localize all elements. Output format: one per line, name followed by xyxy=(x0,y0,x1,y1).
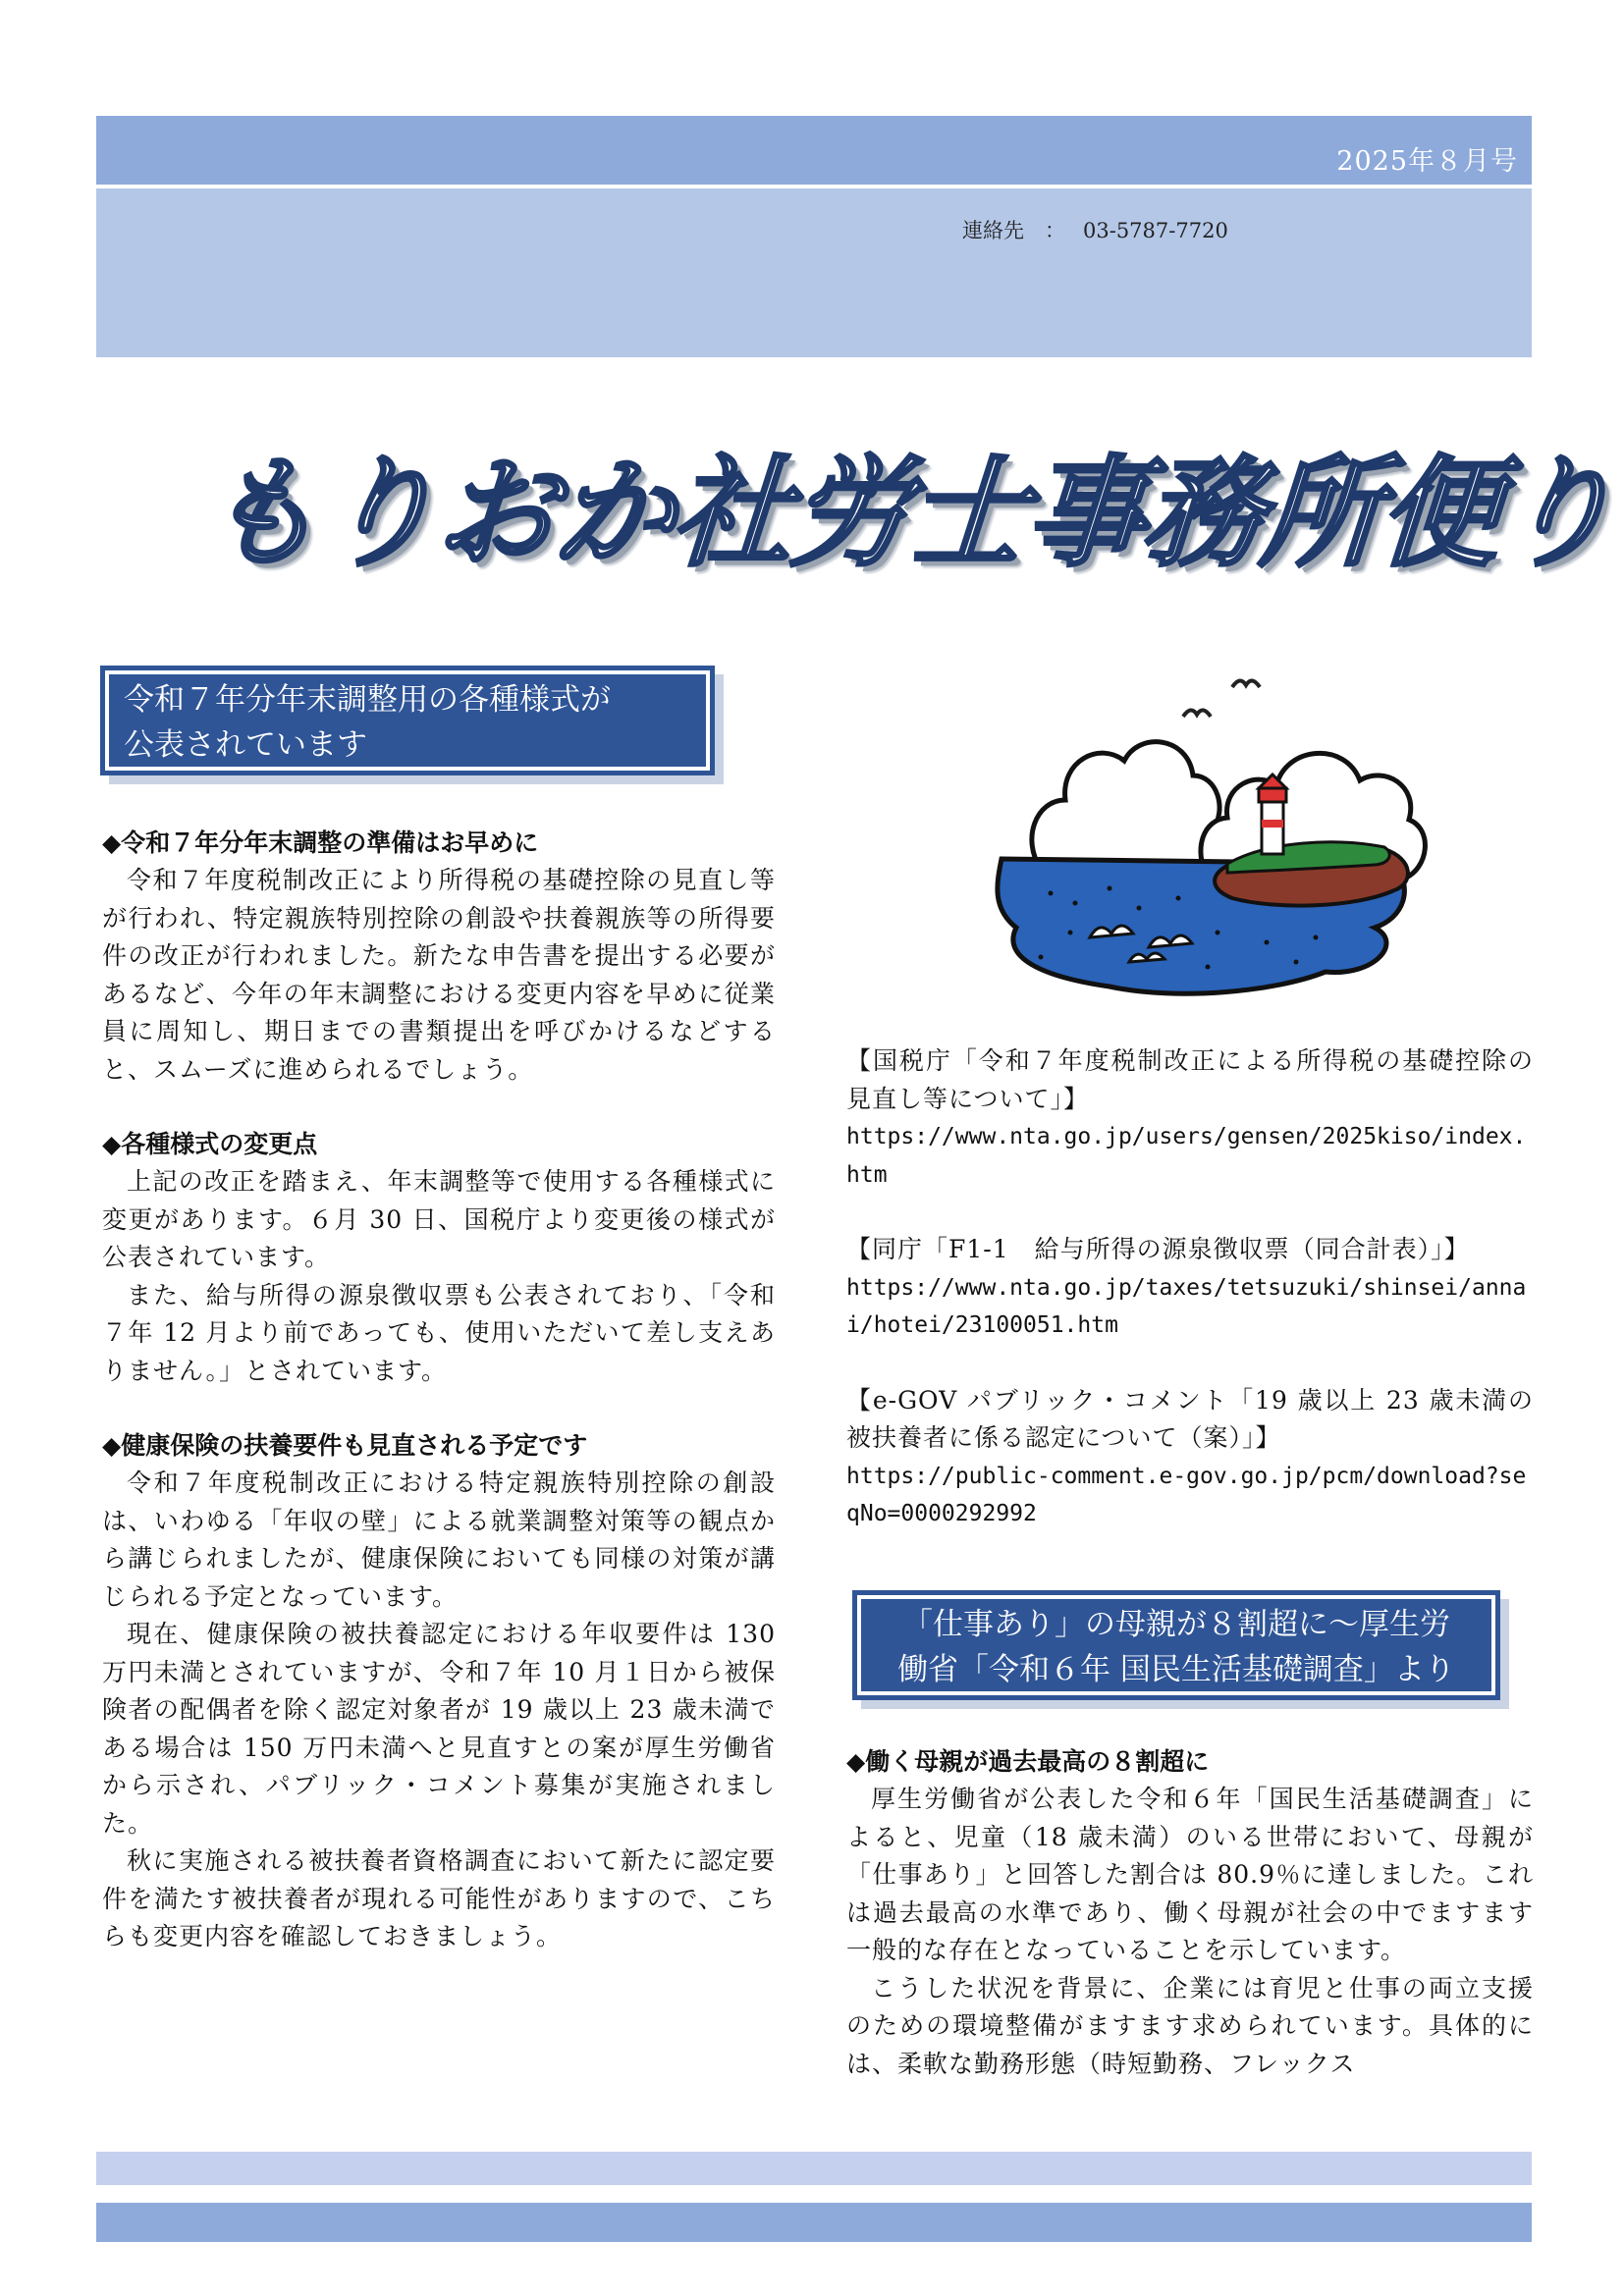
section2-paragraph: こうした状況を背景に、企業には育児と仕事の両立支援のための環境整備がますます求められています。具体的には、柔軟な勤務形態（時短勤務、フレックス xyxy=(846,1973,1534,2078)
section1-subheading: ◆令和７年分年末調整の準備はお早めに xyxy=(102,828,539,857)
section1-paragraph: また、給与所得の源泉徴収票も公表されており、「令和７年 12 月より前であっても、使用いただいて差し支えありません。」とされています。 xyxy=(102,1280,776,1385)
reference-label: 【e-GOV パブリック・コメント「19 歳以上 23 歳未満の被扶養者に係る認定について（案）」】 xyxy=(846,1385,1534,1452)
cloud-icon xyxy=(1032,742,1219,874)
section2-subheading: ◆働く母親が過去最高の８割超に xyxy=(846,1747,1210,1776)
contact-phone: 03-5787-7720 xyxy=(1083,219,1228,242)
footer-band-dark xyxy=(96,2203,1532,2242)
section2-heading-line2: 働省「令和６年 国民生活基礎調査」より xyxy=(897,1652,1455,1687)
reference-label: 【国税庁「令和７年度税制改正による所得税の基礎控除の見直し等について」】 xyxy=(846,1046,1534,1113)
reference-item xyxy=(846,1382,1534,1533)
section1-block xyxy=(102,1126,776,1390)
section2-body xyxy=(846,1743,1534,2083)
section1-paragraph: 秋に実施される被扶養者資格調査において新たに認定要件を満たす被扶養者が現れる可能性がありますので、こちらも変更内容を確認しておきましょう。 xyxy=(102,1846,776,1950)
section1-block xyxy=(102,825,776,1089)
reference-links xyxy=(846,1042,1534,1571)
section1-paragraph: 現在、健康保険の被扶養認定における年収要件は 130 万円未満とされていますが、令和７年 10 月１日から被保険者の配偶者を除く認定対象者が 19 歳以上 23 歳未満である場合は 150 万円未満へと見直すとの案が厚生労働省から示され、パブリック・コメント募集が実施されました。 xyxy=(102,1620,776,1838)
reference-item xyxy=(846,1042,1534,1194)
section1-paragraph: 令和７年度税制改正により所得税の基礎控除の見直し等が行われ、特定親族特別控除の創設や扶養親族等の所得要件の改正が行われました。新たな申告書を提出する必要があるなど、今年の年末調整における変更内容を早めに従業員に周知し、期日までの書類提出を呼びかけるなどすると、スムーズに進められるでしょう。 xyxy=(102,866,776,1084)
header-band-main xyxy=(96,185,1532,357)
reference-label: 【同庁「F1-1 給与所得の源泉徴収票（同合計表）」】 xyxy=(846,1235,1470,1263)
lighthouse-lamp xyxy=(1259,788,1286,802)
issue-date: 2025年８月号 xyxy=(1336,146,1518,177)
section1-block xyxy=(102,1427,776,1956)
reference-item xyxy=(846,1231,1534,1345)
reference-url[interactable]: https://public-comment.e-gov.go.jp/pcm/download?seqNo=0000292992 xyxy=(846,1463,1527,1526)
section1-heading-line2: 公表されています xyxy=(124,727,367,763)
section2-heading xyxy=(852,1590,1500,1700)
section1-paragraph: 令和７年度税制改正における特定親族特別控除の創設は、いわゆる「年収の壁」による就業調整対策等の観点から講じられましたが、健康保険においても同様の対策が講じられる予定となっています。 xyxy=(102,1468,776,1611)
footer-band-light xyxy=(96,2152,1532,2185)
reference-url[interactable]: https://www.nta.go.jp/users/gensen/2025kiso/index.htm xyxy=(846,1124,1527,1188)
section1-heading xyxy=(100,666,715,775)
lighthouse-stripe xyxy=(1262,820,1283,828)
bird-icon xyxy=(1183,710,1211,717)
contact-info xyxy=(962,215,1228,244)
section2-heading-line1: 「仕事あり」の母親が８割超に～厚生労 xyxy=(902,1607,1450,1642)
section2-paragraph: 厚生労働省が公表した令和６年「国民生活基礎調査」によると、児童（18 歳未満）のいる世帯において、母親が「仕事あり」と回答した割合は 80.9％に達しました。これは過去最高の水準であり、働く母親が社会の中でますます一般的な存在となっていることを示しています。 xyxy=(846,1785,1534,1964)
contact-label: 連絡先 ： xyxy=(962,219,1065,242)
section1-heading-line1: 令和７年分年末調整用の各種様式が xyxy=(124,682,611,718)
section1-body xyxy=(102,825,776,1994)
bird-icon xyxy=(1232,680,1260,687)
newsletter-title: もりおか社労士事務所便り xyxy=(196,444,1621,583)
island-lighthouse-illustration xyxy=(982,663,1434,1006)
section1-paragraph: 上記の改正を踏まえ、年末調整等で使用する各種様式に変更があります。６月 30 日、国税庁より変更後の様式が公表されています。 xyxy=(102,1167,776,1271)
section1-subheading: ◆各種様式の変更点 xyxy=(102,1130,318,1158)
section1-subheading: ◆健康保険の扶養要件も見直される予定です xyxy=(102,1431,588,1460)
reference-url[interactable]: https://www.nta.go.jp/taxes/tetsuzuki/shinsei/annai/hotei/23100051.htm xyxy=(846,1274,1527,1338)
